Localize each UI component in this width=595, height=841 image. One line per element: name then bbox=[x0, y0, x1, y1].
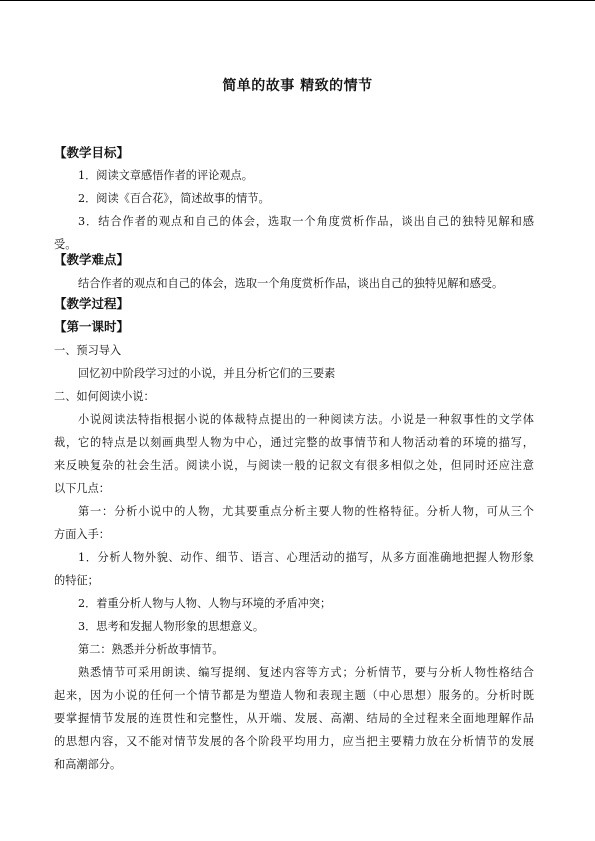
objective-item: 2．阅读《百合花》，简述故事的情节。 bbox=[78, 192, 270, 205]
point-item: 1．分析人物外貌、动作、细节、语言、心理活动的描写，从多方面准确地把握人物形象 bbox=[78, 551, 534, 564]
objective-item-continued: 受。 bbox=[54, 238, 77, 251]
paragraph-line: 的思想内容，又不能对情节发展的各个阶段平均用力，应当把主要精力放在分析情节的发展 bbox=[54, 735, 534, 748]
difficulty-heading: 【教学难点】 bbox=[54, 252, 130, 267]
objective-item: 3．结合作者的观点和自己的体会，选取一个角度赏析作品，谈出自己的独特见解和感 bbox=[78, 215, 534, 228]
paragraph-line: 和高潮部分。 bbox=[54, 758, 122, 771]
top-border-rule bbox=[0, 0, 595, 1]
paragraph-line: 以下几点： bbox=[54, 482, 110, 495]
paragraph-line: 方面入手： bbox=[54, 528, 110, 541]
point-item-continued: 的特征； bbox=[54, 574, 99, 587]
part1-text: 回忆初中阶段学习过的小说，并且分析它们的三要素 bbox=[78, 367, 336, 380]
point-item: 3．思考和发掘人物形象的思想意义。 bbox=[78, 620, 265, 633]
paragraph-line: 熟悉情节可采用朗读、编写提纲、复述内容等方式；分析情节，要与分析人物性格结合 bbox=[78, 666, 534, 679]
paragraph-line: 裁，它的特点是以刻画典型人物为中心，通过完整的故事情节和人物活动着的环境的描写， bbox=[54, 436, 534, 449]
objectives-heading: 【教学目标】 bbox=[54, 145, 130, 160]
paragraph-line: 起来，因为小说的任何一个情节都是为塑造人物和表现主题（中心思想）服务的。分析时既 bbox=[54, 689, 534, 702]
document-title: 简单的故事 精致的情节 bbox=[222, 78, 373, 94]
part1-title: 一、预习导入 bbox=[54, 344, 122, 357]
process-heading: 【教学过程】 bbox=[54, 296, 130, 311]
part2-title: 二、如何阅读小说： bbox=[54, 390, 155, 403]
point-item: 2．着重分析人物与人物、人物与环境的矛盾冲突； bbox=[78, 597, 332, 610]
paragraph-line: 要掌握情节发展的连贯性和完整性，从开端、发展、高潮、结局的全过程来全面地理解作品 bbox=[54, 712, 534, 725]
difficulty-text: 结合作者的观点和自己的体会，选取一个角度赏析作品，谈出自己的独特见解和感受。 bbox=[78, 277, 504, 290]
objective-item: 1．阅读文章感悟作者的评论观点。 bbox=[78, 169, 253, 182]
paragraph-line: 第一：分析小说中的人物，尤其要重点分析主要人物的性格特征。分析人物，可从三个 bbox=[78, 505, 534, 518]
paragraph-line: 小说阅读法特指根据小说的体裁特点提出的一种阅读方法。小说是一种叙事性的文学体 bbox=[78, 413, 534, 426]
paragraph-line: 来反映复杂的社会生活。阅读小说，与阅读一般的记叙文有很多相似之处，但同时还应注意 bbox=[54, 459, 534, 472]
second-title: 第二：熟悉并分析故事情节。 bbox=[78, 643, 224, 656]
lesson1-heading: 【第一课时】 bbox=[54, 319, 130, 334]
